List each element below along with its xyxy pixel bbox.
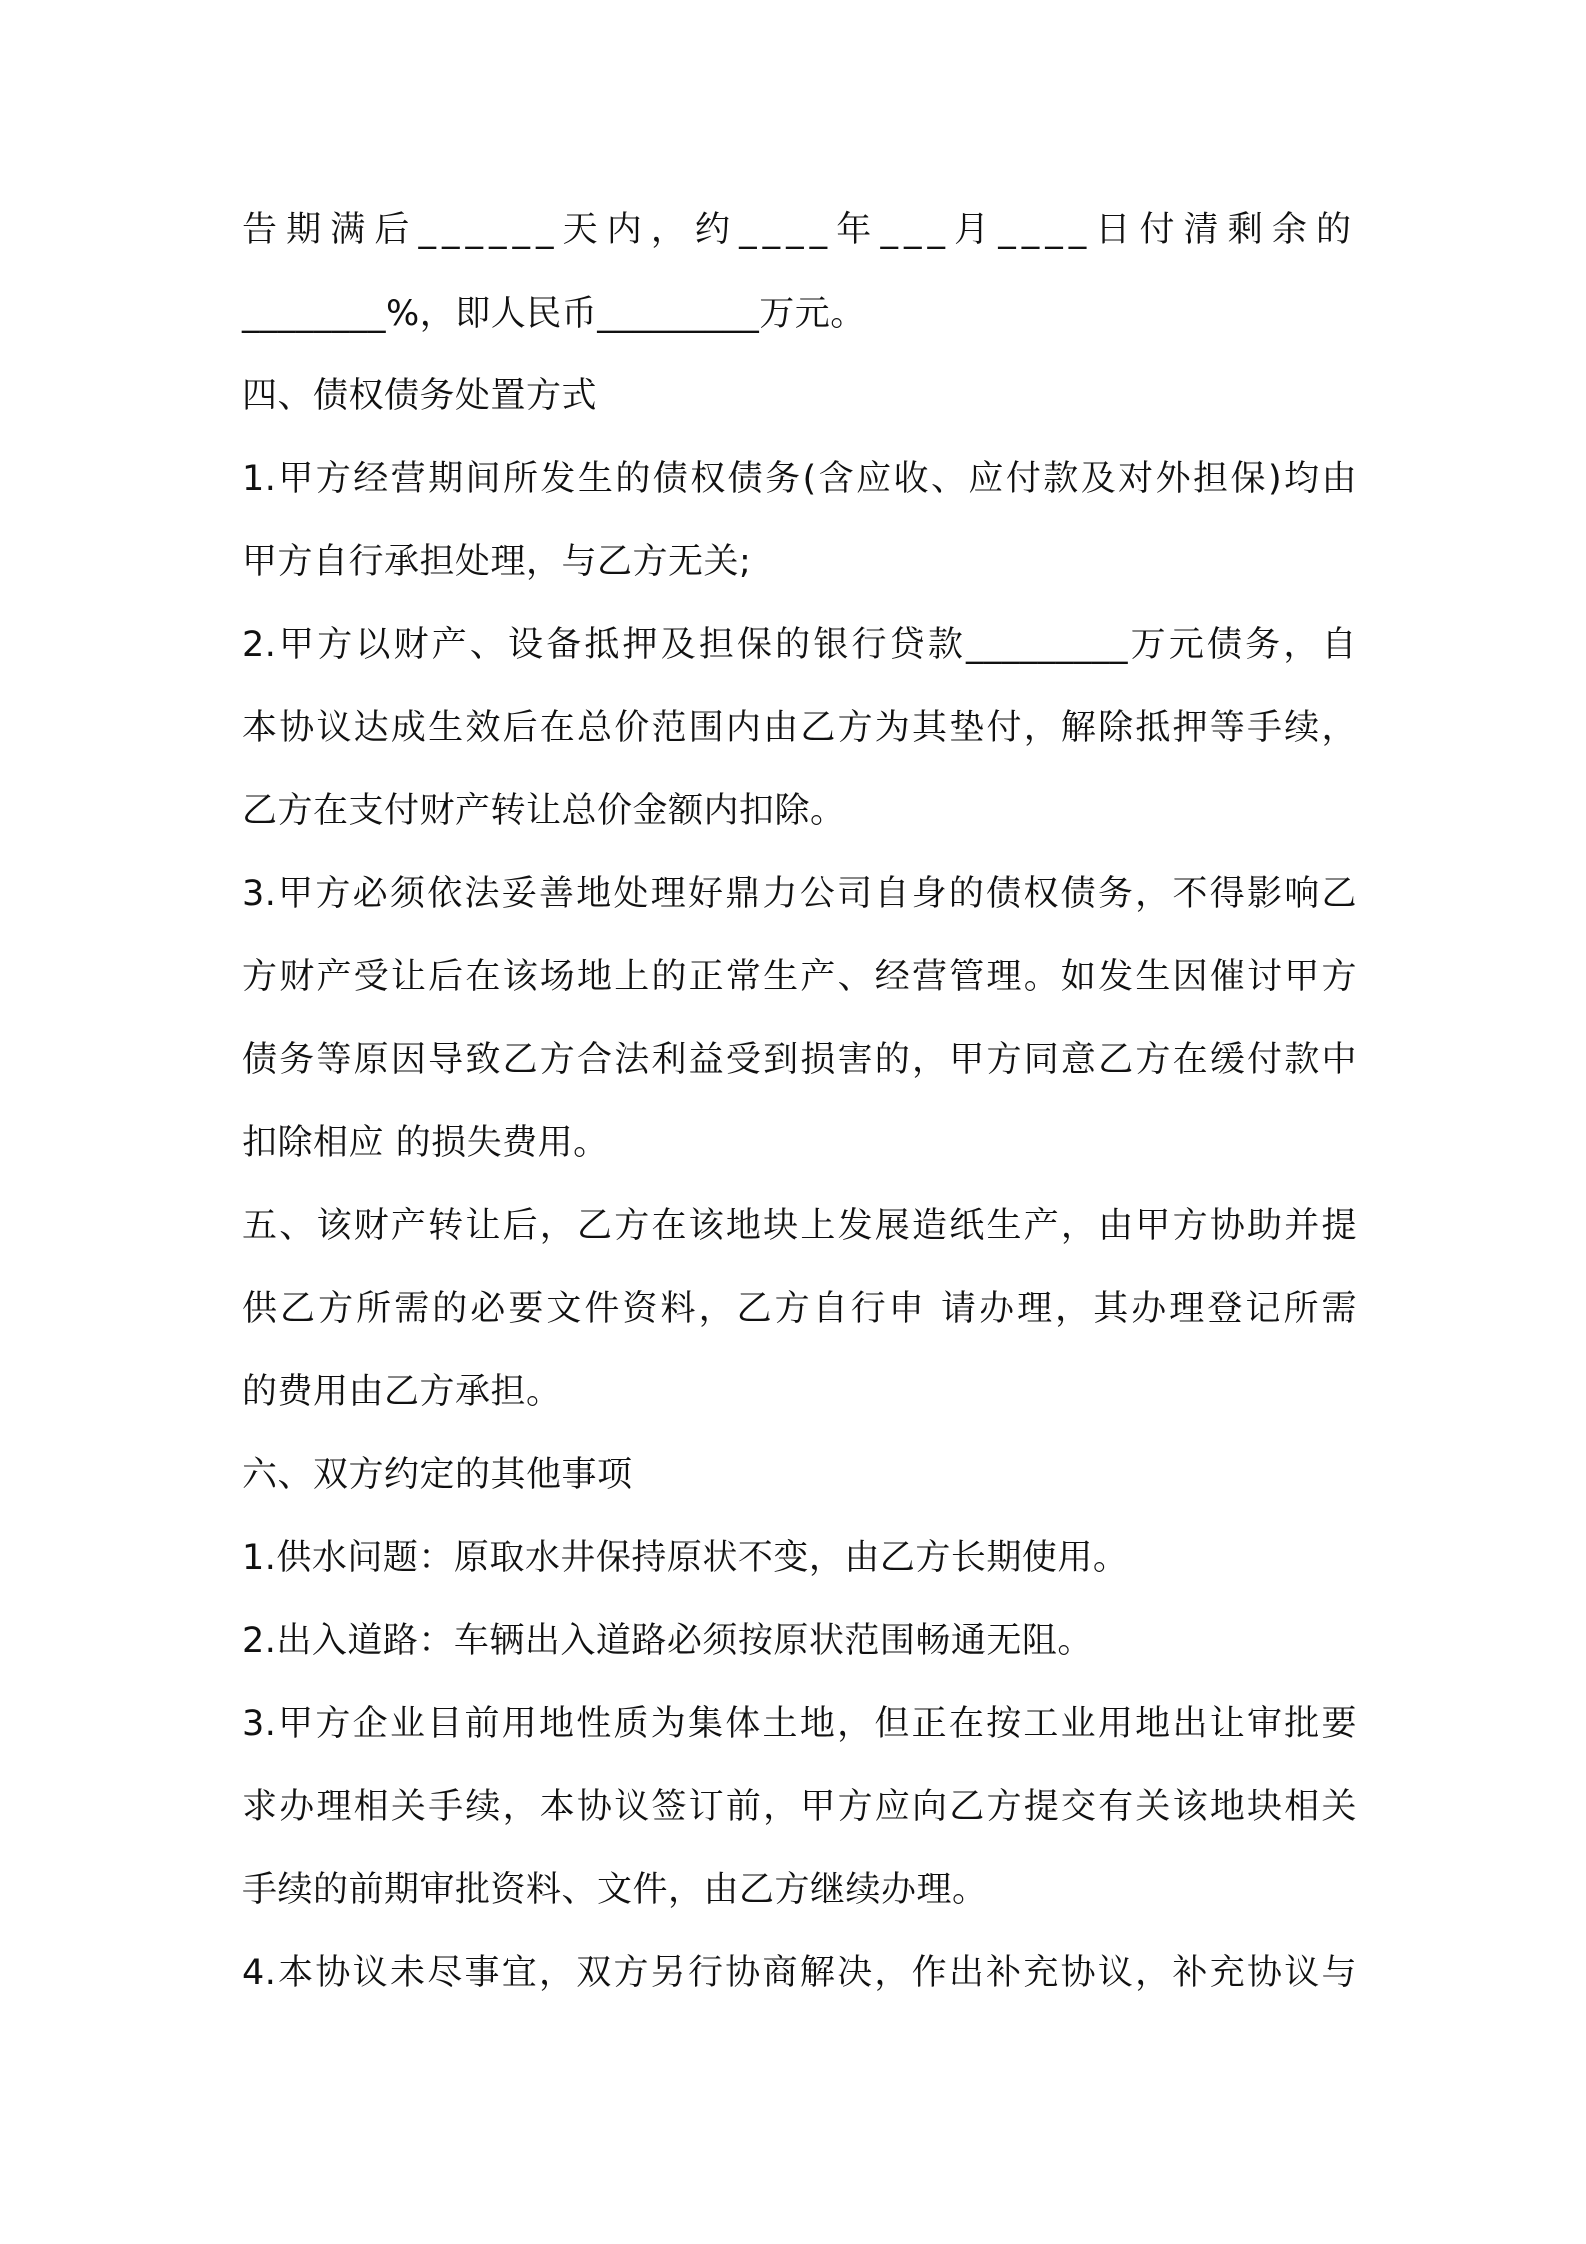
- text-line: 乙方在支付财产转让总价金额内扣除。: [242, 791, 846, 831]
- section-heading: 六、双方约定的其他事项: [242, 1455, 633, 1495]
- text-line: 1.供水问题：原取水井保持原状不变，由乙方长期使用。: [242, 1538, 1129, 1578]
- text-line: 求办理相关手续，本协议签订前，甲方应向乙方提交有关该地块相关: [242, 1787, 1357, 1827]
- text-line: 供乙方所需的必要文件资料，乙方自行申 请办理，其办理登记所需: [242, 1289, 1357, 1329]
- text-line: 1.甲方经营期间所发生的债权债务(含应收、应付款及对外担保)均由: [242, 459, 1357, 499]
- section-heading: 四、债权债务处置方式: [242, 376, 598, 416]
- text-line: 甲方自行承担处理，与乙方无关;: [242, 542, 752, 582]
- text-line: 本协议达成生效后在总价范围内由乙方为其垫付，解除抵押等手续，: [242, 708, 1357, 748]
- text-line: ________%，即人民币_________万元。: [242, 294, 866, 334]
- text-line: 手续的前期审批资料、文件，由乙方继续办理。: [242, 1870, 988, 1910]
- text-line: 五、该财产转让后，乙方在该地块上发展造纸生产，由甲方协助并提: [242, 1206, 1357, 1246]
- text-line: 3.甲方企业目前用地性质为集体土地，但正在按工业用地出让审批要: [242, 1704, 1357, 1744]
- text-line: 扣除相应 的损失费用。: [242, 1123, 609, 1163]
- text-line: 3.甲方必须依法妥善地处理好鼎力公司自身的债权债务，不得影响乙: [242, 874, 1357, 914]
- text-line: 方财产受让后在该场地上的正常生产、经营管理。如发生因催讨甲方: [242, 957, 1357, 997]
- text-line: 2.甲方以财产、设备抵押及担保的银行贷款_________万元债务，自: [242, 625, 1357, 665]
- text-line: 告期满后______天内，约____年___月____日付清剩余的: [242, 210, 1357, 250]
- text-line: 2.出入道路：车辆出入道路必须按原状范围畅通无阻。: [242, 1621, 1093, 1661]
- text-line: 4.本协议未尽事宜，双方另行协商解决，作出补充协议，补充协议与: [242, 1953, 1357, 1993]
- text-line: 债务等原因导致乙方合法利益受到损害的，甲方同意乙方在缓付款中: [242, 1040, 1357, 1080]
- text-line: 的费用由乙方承担。: [242, 1372, 562, 1412]
